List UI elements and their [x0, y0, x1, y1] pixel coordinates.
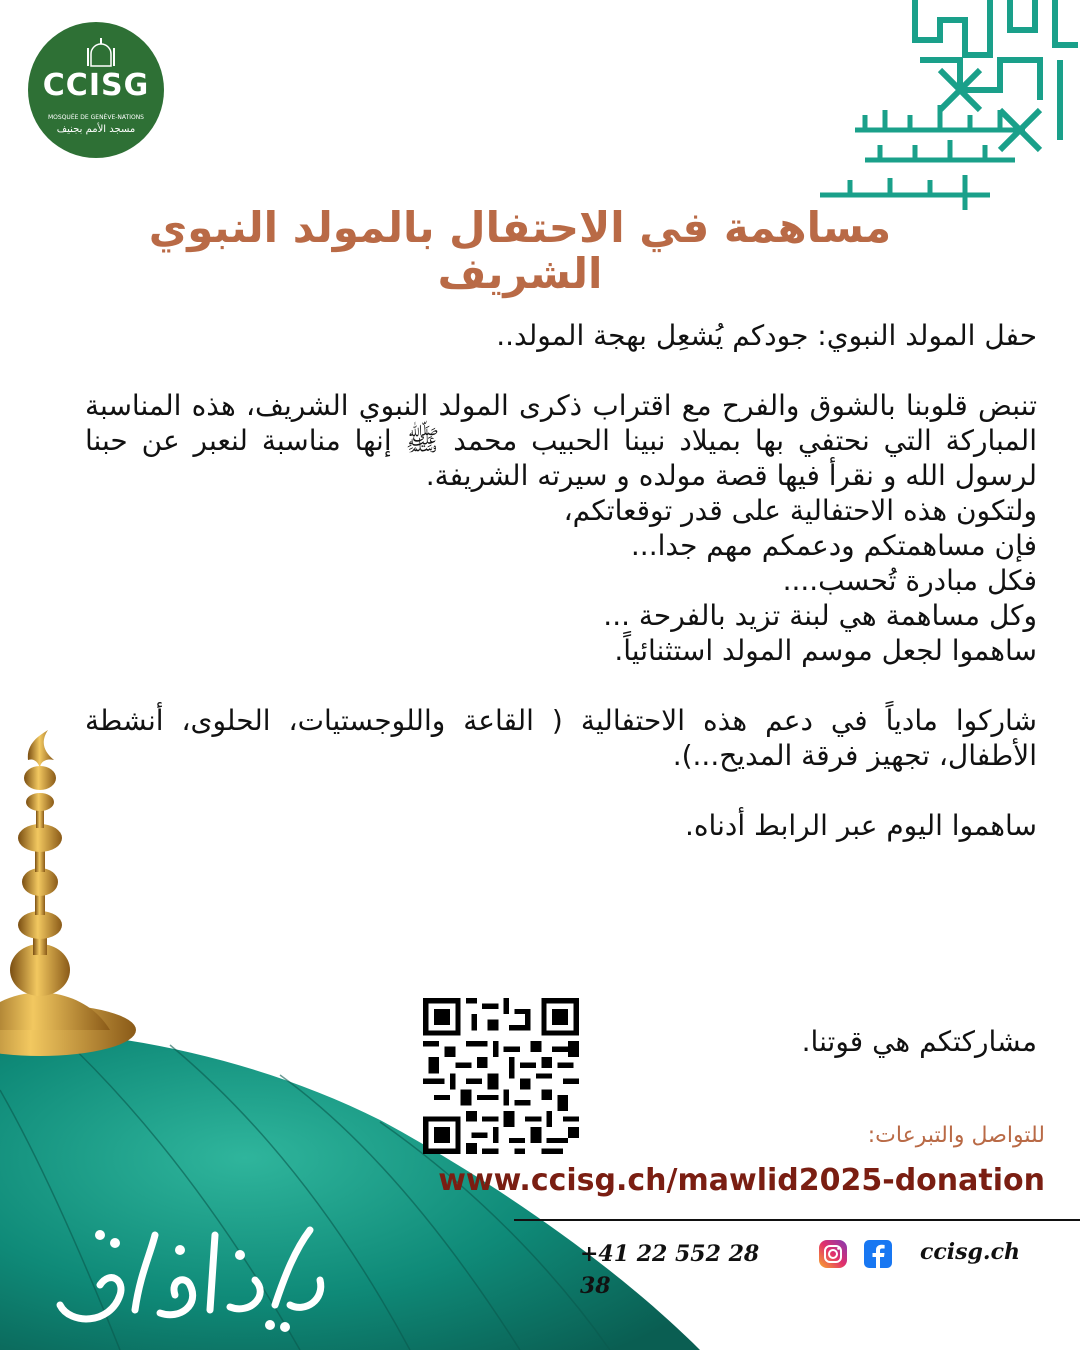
donation-link[interactable]: www.ccisg.ch/mawlid2025-donation	[438, 1163, 1045, 1198]
body-text	[85, 318, 1037, 843]
call-to-action: ساهموا اليوم عبر الرابط أدناه.	[684, 809, 1037, 842]
logo-subtitle: MOSQUÉE DE GENÈVE-NATIONS	[48, 114, 144, 121]
logo-arabic: مسجد الأمم بجنيف	[56, 124, 136, 135]
logo-name: CCISG	[42, 68, 150, 103]
mawlid-calligraphy-art	[820, 0, 1080, 215]
body-paragraph-2: شاركوا مادياً في دعم هذه الاحتفالية ( القاعة واللوجستيات، الحلوى، أنشطة الأطفال، تجهيز فرقة المديح...).	[85, 704, 1037, 772]
instagram-icon[interactable]	[818, 1239, 848, 1269]
qr-code[interactable]	[422, 998, 580, 1154]
facebook-icon[interactable]	[863, 1239, 893, 1269]
body-line: فكل مبادرة تُحسب....	[782, 564, 1037, 597]
website-link[interactable]: ccisg.ch	[920, 1239, 1020, 1265]
body-line: ساهموا لجعل موسم المولد استثنائياً.	[614, 634, 1037, 667]
phone-number[interactable]: +41 22 552 28 38	[580, 1241, 760, 1299]
footer-divider	[514, 1219, 1080, 1221]
body-line: وكل مساهمة هي لبنة تزيد بالفرحة ...	[603, 599, 1037, 632]
noor-alhidaya-calligraphy	[40, 1195, 340, 1335]
strength-line: مشاركتكم هي قوتنا.	[801, 1025, 1037, 1058]
contact-label: للتواصل والتبرعات:	[867, 1123, 1045, 1148]
page-title: مساهمة في الاحتفال بالمولد النبوي الشريف	[148, 203, 892, 298]
body-paragraph-1: تنبض قلوبنا بالشوق والفرح مع اقتراب ذكرى المولد النبوي الشريف، هذه المناسبة المباركة التي نحتفي بها بميلاد نبينا الحبيب محمد ﷺ إنها مناسبة لنعبر عن حبنا لرسول الله و نقرأ فيها قصة مولده و سيرته الشريفة.	[85, 389, 1037, 492]
mosque-icon	[86, 38, 116, 68]
ccisg-logo	[28, 22, 164, 158]
body-line: فإن مساهمتكم ودعمكم مهم جدا...	[630, 529, 1037, 562]
body-headline: حفل المولد النبوي: جودكم يُشعِل بهجة المولد..	[496, 319, 1037, 352]
body-line: ولتكون هذه الاحتفالية على قدر توقعاتكم،	[563, 494, 1037, 527]
